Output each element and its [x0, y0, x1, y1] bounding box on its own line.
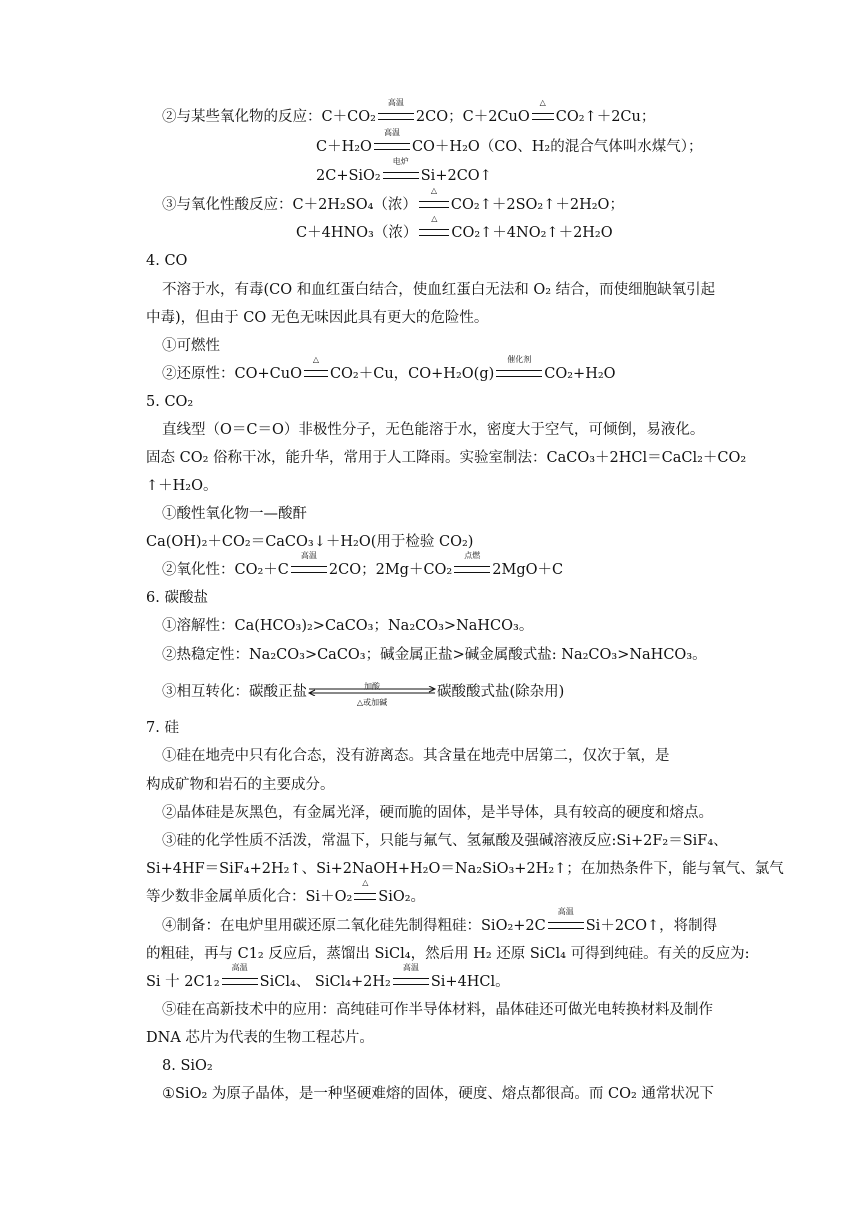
text-segment: 等少数非金属单质化合：Si＋O₂ [146, 889, 353, 905]
paragraph-line: 的粗硅，再与 C1₂ 反应后，蒸馏出 SiCl₄，然后用 H₂ 还原 SiCl₄ 可得到纯硅。有关的反应为: [146, 946, 750, 962]
equation-condition-high-temp [393, 963, 429, 991]
equation-condition-heat [419, 186, 449, 214]
paragraph-line: ①酸性氧化物一—酸酐 [162, 506, 307, 522]
paragraph-line: ①溶解性：Ca(HCO₃)₂>CaCO₃；Na₂CO₃>NaHCO₃。 [162, 618, 534, 634]
equation-condition-high-temp [548, 907, 584, 935]
text-segment: 2CO；C＋2CuO [415, 109, 530, 125]
paragraph-line: 构成矿物和岩石的主要成分。 [146, 777, 335, 793]
equation-condition-heat [532, 98, 554, 126]
text-segment: ②还原性：CO+CuO [162, 366, 302, 382]
text-segment: 2MgO＋C [492, 562, 564, 578]
paragraph-line: Ca(OH)₂＋CO₂＝CaCO₃↓＋H₂O(用于检验 CO₂) [146, 534, 474, 550]
text-segment: C＋4HNO₃（浓） [296, 225, 418, 241]
equation-condition-high-temp [291, 551, 327, 579]
condition-label: △ [362, 878, 369, 887]
equation-condition-heat [304, 355, 328, 383]
text-segment: C＋H₂O [316, 139, 372, 155]
co-reducing-line [162, 355, 616, 383]
equation-condition-heat [354, 878, 376, 906]
condition-label: △ [312, 355, 320, 364]
condition-label: 电炉 [392, 157, 409, 166]
text-segment: CO₂↑＋4NO₂↑＋2H₂O [451, 225, 613, 241]
silicon-purification-line [146, 963, 510, 991]
carbon-water-reaction-line [316, 128, 703, 156]
condition-label: 高温 [387, 98, 404, 107]
condition-label: △ [539, 98, 546, 107]
text-segment: 2CO；2Mg＋CO₂ [328, 562, 453, 578]
paragraph-line: Si+4HF＝SiF₄+2H₂↑、Si+2NaOH+H₂O＝Na₂SiO₃+2H₂↑；在加热条件下，能与氧气、氯气 [146, 861, 784, 877]
section-heading-sio2: 8. SiO₂ [162, 1058, 213, 1074]
text-segment: Si＋2CO↑，将制得 [585, 918, 718, 934]
equation-condition-high-temp [374, 128, 410, 156]
condition-label: △ [431, 214, 438, 223]
paragraph-line: ②热稳定性：Na₂CO₃>CaCO₃；碱金属正盐>碱金属酸式盐: Na₂CO₃>NaHCO₃。 [162, 647, 707, 663]
condition-label: 高温 [300, 551, 317, 560]
text-segment: ③与氧化性酸反应：C＋2H₂SO₄（浓） [162, 197, 417, 213]
text-segment: CO₂↑＋2SO₂↑＋2H₂O； [450, 197, 624, 213]
condition-label: 点燃 [464, 551, 481, 560]
condition-label: 高温 [383, 128, 400, 137]
text-segment: ④制备：在电炉里用碳还原二氧化硅先制得粗硅：SiO₂+2C [162, 918, 546, 934]
text-segment: SiCl₄、 SiCl₄+2H₂ [259, 974, 391, 990]
equation-condition-high-temp [222, 963, 258, 991]
equation-condition-catalyst [496, 355, 542, 383]
text-segment: Si 十 2C1₂ [146, 974, 220, 990]
condition-label: 高温 [231, 963, 248, 972]
paragraph-line: DNA 芯片为代表的生物工程芯片。 [146, 1030, 374, 1046]
text-segment: ②氧化性：CO₂＋C [162, 562, 289, 578]
paragraph-line: ②晶体硅是灰黑色，有金属光泽，硬而脆的固体，是半导体，具有较高的硬度和熔点。 [162, 805, 713, 821]
text-segment: CO₂＋Cu，CO+H₂O(g) [329, 366, 495, 382]
paragraph-line: ①硅在地壳中只有化合态，没有游离态。其含量在地壳中居第二，仅次于氧，是 [162, 748, 670, 764]
carbonate-conversion-line [162, 682, 565, 707]
condition-label: 高温 [402, 963, 419, 972]
equation-condition-heat [419, 214, 449, 242]
text-segment: ②与某些氧化物的反应：C＋CO₂ [162, 109, 376, 125]
nitric-acid-reaction-line [296, 214, 613, 242]
paragraph-line: ③硅的化学性质不活泼，常温下，只能与氟气、氢氟酸及强碱溶液反应:Si+2F₂＝SiF₄、 [162, 833, 728, 849]
equation-condition-electric-furnace [383, 157, 419, 185]
reversible-arrow [307, 682, 437, 707]
paragraph-line: ①SiO₂ 为原子晶体，是一种坚硬难熔的固体，硬度、熔点都很高。而 CO₂ 通常状况下 [162, 1086, 714, 1102]
carbon-oxide-reaction-line [162, 98, 656, 126]
equation-condition-high-temp [378, 98, 414, 126]
carbon-silica-reaction-line [316, 157, 492, 185]
co2-oxidizing-line [162, 551, 564, 579]
section-heading-carbonate: 6. 碳酸盐 [146, 590, 208, 606]
condition-label: 加酸 [364, 682, 380, 691]
text-segment: Si+4HCl。 [430, 974, 510, 990]
section-heading-co2: 5. CO₂ [146, 394, 194, 410]
text-segment: Si+2CO↑ [420, 168, 492, 184]
paragraph-line: 固态 CO₂ 俗称干冰，能升华，常用于人工降雨。实验室制法：CaCO₃＋2HCl＝CaCl₂＋CO₂ [146, 450, 747, 466]
section-heading-co: 4. CO [146, 253, 188, 269]
text-segment: CO₂+H₂O [544, 366, 616, 382]
paragraph-line: ①可燃性 [162, 338, 220, 354]
section-heading-silicon: 7. 硅 [146, 720, 179, 736]
paragraph-line: 中毒)，但由于 CO 无色无味因此具有更大的危险性。 [146, 310, 489, 326]
paragraph-line: 直线型（O＝C＝O）非极性分子，无色能溶于水，密度大于空气，可倾倒，易液化。 [162, 422, 705, 438]
paragraph-line: 不溶于水，有毒(CO 和血红蛋白结合，使血红蛋白无法和 O₂ 结合，而使细胞缺氧引起 [162, 282, 716, 298]
text-segment: 2C+SiO₂ [316, 168, 381, 184]
text-segment: ③相互转化：碳酸正盐 [162, 684, 307, 700]
paragraph-line: ↑＋H₂O。 [146, 478, 218, 494]
paragraph-line: ⑤硅在高新技术中的应用：高纯硅可作半导体材料，晶体硅还可做光电转换材料及制作 [162, 1002, 713, 1018]
silicon-preparation-line [162, 907, 718, 935]
text-segment: CO＋H₂O（CO、H₂的混合气体叫水煤气）； [411, 139, 703, 155]
condition-label: 催化剂 [507, 355, 532, 364]
condition-label: △ [430, 186, 437, 195]
equation-condition-ignite [454, 551, 490, 579]
text-segment: CO₂↑＋2Cu； [555, 109, 656, 125]
condition-label: △或加碱 [356, 698, 388, 707]
text-segment: 碳酸酸式盐(除杂用) [437, 684, 565, 700]
condition-label: 高温 [557, 907, 574, 916]
oxidizing-acid-reaction-line [162, 186, 624, 214]
silicon-oxygen-line [146, 878, 426, 906]
text-segment: SiO₂。 [378, 889, 426, 905]
